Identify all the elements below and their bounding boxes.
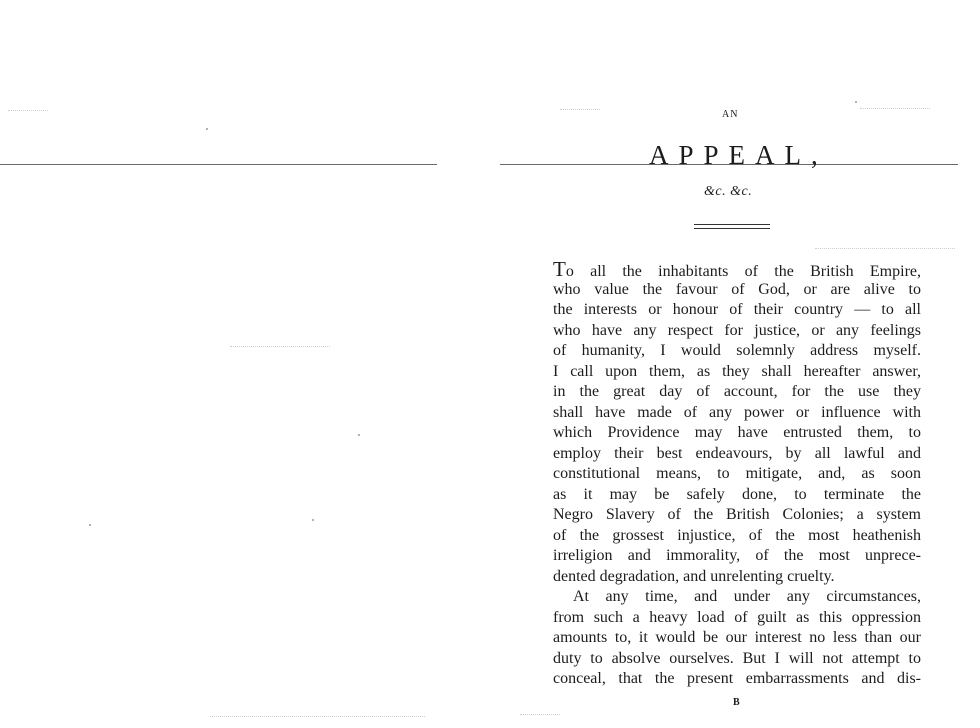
text-line: which Providence may have entrusted them, to xyxy=(553,424,921,441)
scan-mark xyxy=(860,108,930,109)
scan-speck xyxy=(312,519,314,521)
heading-pre-title: AN xyxy=(722,109,739,120)
body-text xyxy=(553,259,921,690)
scan-mark xyxy=(210,716,425,717)
left-page-rule xyxy=(0,164,437,165)
first-line-text: o all the inhabitants of the British Empire, xyxy=(565,263,921,280)
scan-mark xyxy=(520,714,560,715)
text-line xyxy=(553,259,921,280)
text-line: dented degradation, and unrelenting cruelty. xyxy=(553,567,835,585)
scan-speck xyxy=(855,101,857,103)
text-line: shall have made of any power or influence with xyxy=(553,403,921,421)
double-rule-divider xyxy=(694,224,770,229)
scan-speck xyxy=(89,524,91,526)
scan-mark xyxy=(560,109,600,110)
text-line: I call upon them, as they shall hereafter answer, xyxy=(553,362,921,380)
scan-mark xyxy=(8,110,48,111)
scan-speck xyxy=(358,434,360,436)
text-line: the interests or honour of their country — to all xyxy=(553,301,921,318)
text-line: irreligion and immorality, of the most unprece- xyxy=(553,547,921,564)
text-line: of humanity, I would solemnly address myself. xyxy=(553,342,921,359)
text-line: who have any respect for justice, or any feelings xyxy=(553,321,921,339)
text-line: from such a heavy load of guilt as this oppression xyxy=(553,608,921,626)
scan-mark xyxy=(230,346,330,347)
text-line: Negro Slavery of the British Colonies; a system xyxy=(553,506,921,523)
heading-title: APPEAL, xyxy=(649,140,828,170)
heading-subtitle: &c. &c. xyxy=(704,184,753,199)
scan-mark xyxy=(815,248,955,249)
text-line: as it may be safely done, to terminate the xyxy=(553,485,921,503)
text-line: conceal, that the present embarrassments and dis- xyxy=(553,670,921,687)
text-line: amounts to, it would be our interest no less than our xyxy=(553,629,921,646)
scan-speck xyxy=(206,128,208,130)
signature-mark: B xyxy=(733,697,741,708)
drop-cap: T xyxy=(553,259,566,280)
text-line: employ their best endeavours, by all lawful and xyxy=(553,444,921,462)
text-line: constitutional means, to mitigate, and, as soon xyxy=(553,465,921,482)
text-line: At any time, and under any circumstances, xyxy=(573,588,921,605)
text-line: who value the favour of God, or are alive to xyxy=(553,280,921,298)
left-page-blank xyxy=(0,0,470,728)
text-line: of the grossest injustice, of the most heathenish xyxy=(553,526,921,544)
text-line: in the great day of account, for the use they xyxy=(553,383,921,400)
text-line: duty to absolve ourselves. But I will not attempt to xyxy=(553,649,921,667)
